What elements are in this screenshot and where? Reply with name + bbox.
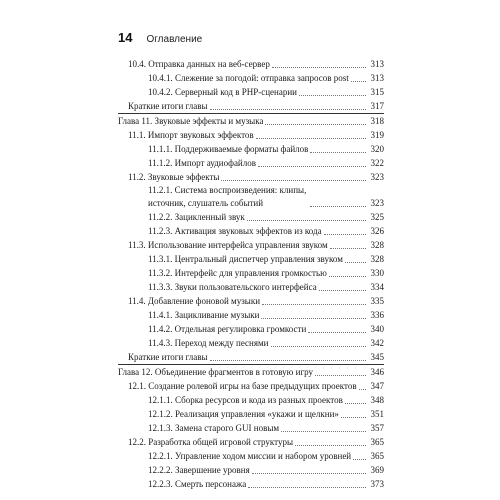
dot-leader [324,234,366,235]
toc-entry-title: 11.3.1. Центральный диспетчер управления звуком [148,254,343,264]
toc-entry-page: 315 [370,87,384,97]
toc-entry-title: Глава 11. Звуковые эффекты и музыка [118,116,264,126]
toc-subsection-entry [118,224,384,238]
dot-leader [262,304,366,305]
toc-subsection-entry [118,252,384,266]
toc-entry-page: 318 [370,116,384,126]
toc-entry-title: 12.2.3. Смерть персонажа [148,479,247,489]
toc-entry-page: 330 [370,268,384,278]
toc-entry-title: 11.4.1. Зацикливание музыки [148,310,260,320]
toc-entry-title: 10.4.2. Серверный код в PHP-сценарии [148,87,297,97]
dot-leader [319,290,366,291]
dot-leader [299,95,366,96]
dot-leader [247,220,366,221]
toc-entry-title: 11.1. Импорт звуковых эффектов [128,130,254,140]
toc-entry-page: 322 [370,158,384,168]
toc-subsection-entry [118,463,384,477]
toc-entry-title: 11.2. Звуковые эффекты [128,172,220,182]
toc-chapter-entry [118,113,384,128]
toc-section-entry [118,57,384,71]
toc-entry-page: 340 [370,324,384,334]
dot-leader [256,138,366,139]
dot-leader [353,459,366,460]
toc-subsection-entry [118,156,384,170]
toc-subsection-entry [118,477,384,491]
dot-leader [210,109,366,110]
toc-entry-page: 313 [370,59,384,69]
toc-section-entry [118,170,384,184]
toc-entry-title: 11.4.2. Отдельная регулировка громкости [148,324,307,334]
dot-leader [265,124,366,125]
toc-subsection-entry [118,393,384,407]
toc-subsection-entry [118,210,384,224]
toc-section-entry [118,294,384,308]
toc-entry-page: 365 [370,437,384,447]
toc-entry-page: 325 [370,212,384,222]
toc-chapter-entry [118,364,384,379]
dot-leader [252,473,366,474]
dot-leader [271,346,367,347]
dot-leader [272,67,366,68]
toc-entry-page: 334 [370,282,384,292]
toc-entry-title: 11.3.2. Интерфейс для управления громкостью [148,268,327,278]
toc-entry-title: 11.1.2. Импорт аудиофайлов [148,158,256,168]
toc-entry-title: 11.2.2. Зацикленный звук [148,212,245,222]
toc-subsection-entry [118,449,384,463]
toc-entry-page: 336 [370,310,384,320]
toc-entry-page: 345 [370,352,384,362]
dot-leader [330,248,366,249]
dot-leader [345,403,366,404]
dot-leader [310,206,366,207]
toc-subsection-entry [118,322,384,336]
toc-section-entry [118,350,384,364]
dot-leader [258,166,366,167]
toc-subsection-entry [118,336,384,350]
toc-entry-title: 12.1.2. Реализация управления «укажи и щелкни» [148,409,339,419]
dot-leader [345,262,366,263]
toc-entry-title: 12.1.3. Замена старого GUI новым [148,423,280,433]
dot-leader [295,445,366,446]
dot-leader [308,332,366,333]
toc-subsection-entry [118,142,384,156]
dot-leader [281,431,366,432]
toc-entry-page: 346 [370,367,384,377]
dot-leader [315,375,366,376]
dot-leader [351,81,366,82]
toc-entry-title: 12.2. Разработка общей игровой структуры [128,437,294,447]
toc-entry-title: 12.2.2. Завершение уровня [148,465,250,475]
toc-entry-page: 335 [370,296,384,306]
dot-leader [221,180,366,181]
toc-entry-page: 328 [370,254,384,264]
toc-entry-title: 12.1.1. Сборка ресурсов и кода из разных проектов [148,395,343,405]
running-title: Оглавление [146,34,203,45]
dot-leader [248,487,366,488]
dot-leader [341,417,366,418]
toc-section-entry [118,435,384,449]
toc-subsection-entry [118,184,384,210]
toc-section-entry [118,99,384,113]
toc-entry-page: 320 [370,144,384,154]
toc-entry-page: 348 [370,395,384,405]
toc-section-entry [118,238,384,252]
toc-entry-page: 347 [370,381,384,391]
toc-section-entry [118,128,384,142]
toc-entry-page: 351 [370,409,384,419]
toc-subsection-entry [118,266,384,280]
toc-entry-page: 357 [370,423,384,433]
toc-entry-page: 323 [370,198,384,208]
toc-subsection-entry [118,308,384,322]
toc-entry-page: 319 [370,130,384,140]
table-of-contents [118,57,384,491]
dot-leader [329,276,366,277]
toc-entry-page: 328 [370,240,384,250]
toc-entry-page: 317 [370,101,384,111]
dot-leader [261,318,366,319]
toc-entry-title: 11.1.1. Поддерживаемые форматы файлов [148,144,309,154]
toc-entry-page: 373 [370,479,384,489]
toc-entry-title: 10.4. Отправка данных на веб-сервер [128,59,270,69]
dot-leader [359,389,366,390]
toc-entry-page: 369 [370,465,384,475]
toc-entry-title: 11.4.3. Переход между песнями [148,338,269,348]
toc-entry-title: Краткие итоги главы [128,101,208,111]
toc-subsection-entry [118,280,384,294]
toc-entry-title: 11.4. Добавление фоновой музыки [128,296,261,306]
dot-leader [210,360,366,361]
toc-entry-title: 12.2.1. Управление ходом миссии и набором уровней [148,451,352,461]
toc-entry-page: 342 [370,338,384,348]
toc-subsection-entry [118,421,384,435]
toc-entry-page: 313 [370,73,384,83]
page-header [118,30,202,45]
toc-entry-title: 11.3.3. Звуки пользовательского интерфейса [148,282,317,292]
toc-entry-page: 326 [370,226,384,236]
toc-entry-title: 10.4.1. Слежение за погодой: отправка запросов post [148,73,349,83]
toc-entry-title: 11.2.1. Система воспроизведения: клипы, источник, слушатель событий [148,185,307,208]
page-number: 14 [118,30,133,45]
toc-entry-title: 12.1. Создание ролевой игры на базе предыдущих проектов [128,381,357,391]
toc-subsection-entry [118,71,384,85]
toc-entry-title: Глава 12. Объединение фрагментов в готовую игру [118,367,314,377]
toc-subsection-entry [118,85,384,99]
toc-subsection-entry [118,407,384,421]
toc-entry-page: 365 [370,451,384,461]
toc-entry-page: 323 [370,172,384,182]
toc-entry-title: 11.3. Использование интерфейса управления звуком [128,240,328,250]
dot-leader [310,152,366,153]
toc-section-entry [118,379,384,393]
toc-entry-title: 11.2.3. Активация звуковых эффектов из кода [148,226,322,236]
toc-entry-title: Краткие итоги главы [128,352,208,362]
